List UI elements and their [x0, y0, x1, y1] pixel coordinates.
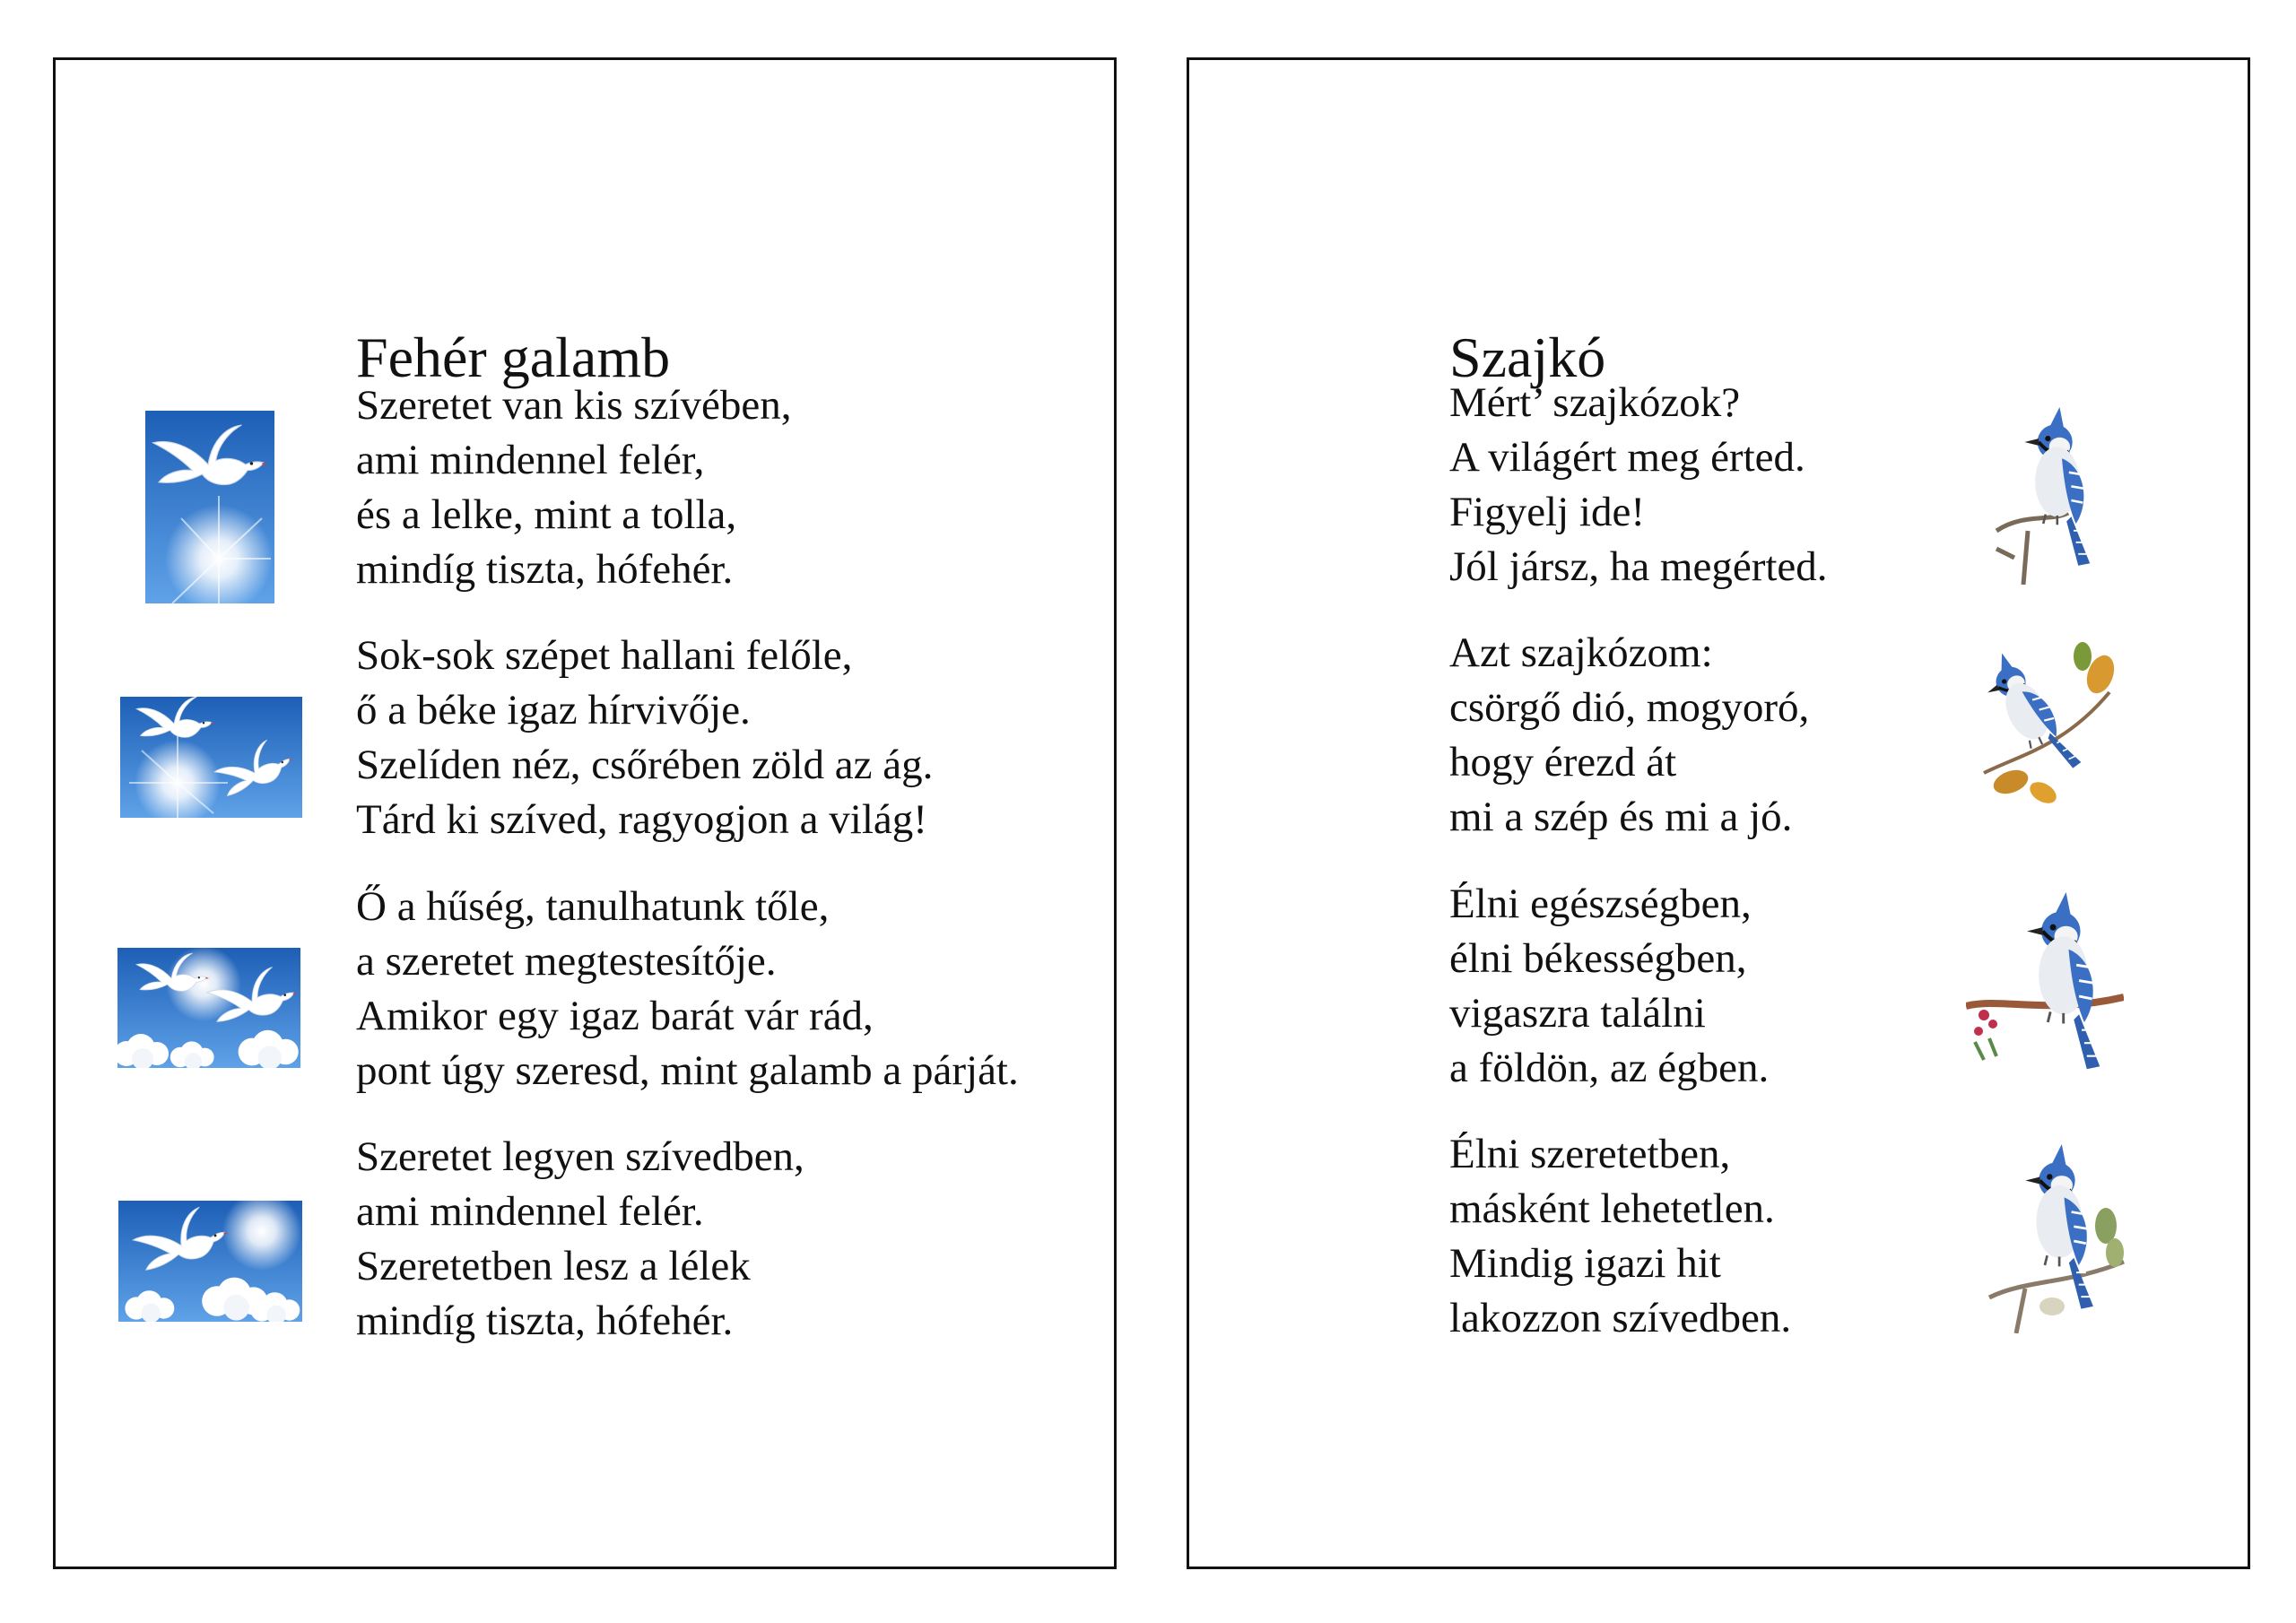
dove-clouds-sun-icon — [118, 1201, 302, 1322]
left-page — [53, 57, 1117, 1569]
poem-line: a szeretet megtestesítője. — [356, 938, 777, 985]
poem-line: pont úgy szeresd, mint galamb a párját. — [356, 1047, 1019, 1094]
poem-line: ami mindennel felér. — [356, 1188, 704, 1235]
poem-line: Szeretet legyen szívedben, — [356, 1133, 804, 1180]
poem-line: A világért meg érted. — [1449, 434, 1805, 481]
poem-line: Élni szeretetben, — [1449, 1131, 1731, 1177]
stanza-3 — [356, 880, 1019, 1098]
stanza-4 — [356, 1130, 804, 1349]
blue-jay-singing-icon — [1987, 378, 2122, 585]
poem-line: Élni egészségben, — [1449, 881, 1752, 927]
poem-line: Ő a hűség, tanulhatunk tőle, — [356, 883, 830, 930]
dove-sun-icon — [145, 411, 274, 603]
poem-line: a földön, az égben. — [1449, 1045, 1770, 1091]
stanza-4 — [1449, 1127, 1791, 1346]
blue-jay-branch-icon — [1971, 1127, 2129, 1333]
poem-line: hogy érezd át — [1449, 739, 1677, 785]
poem-line: Mindig igazi hit — [1449, 1240, 1721, 1287]
blue-jay-berries-icon — [1966, 881, 2124, 1084]
stanza-1 — [356, 378, 792, 597]
poem-line: Azt szajkózom: — [1449, 629, 1713, 676]
poem-line: mi a szép és mi a jó. — [1449, 794, 1793, 840]
poem-line: Szeretetben lesz a lélek — [356, 1243, 751, 1289]
poem-line: Amikor egy igaz barát vár rád, — [356, 993, 874, 1039]
poem-line: és a lelke, mint a tolla, — [356, 491, 737, 538]
stanza-2 — [1449, 626, 1809, 845]
stanza-2 — [356, 629, 933, 847]
right-page — [1187, 57, 2250, 1569]
poem-line: Szelíden néz, csőrében zöld az ág. — [356, 742, 934, 788]
stanza-3 — [1449, 877, 1769, 1096]
poem-line: csörgő dió, mogyoró, — [1449, 684, 1810, 731]
poem-title: Fehér galamb — [356, 325, 671, 389]
poem-line: lakozzon szívedben. — [1449, 1295, 1792, 1341]
poem-line: ami mindennel felér, — [356, 437, 705, 483]
poem-line: vigaszra találni — [1449, 990, 1706, 1037]
blue-jay-autumn-leaves-icon — [1966, 638, 2124, 805]
poem-title: Szajkó — [1449, 325, 1606, 389]
poem-line: Szeretet van kis szívében, — [356, 382, 792, 429]
poem-line: mindíg tiszta, hófehér. — [356, 1298, 734, 1344]
poem-line: ő a béke igaz hírvivője. — [356, 687, 751, 733]
poem-line: élni békességben, — [1449, 935, 1747, 982]
poem-line: Sok-sok szépet hallani felőle, — [356, 632, 853, 679]
poem-line: mindíg tiszta, hófehér. — [356, 546, 734, 593]
two-doves-sun-icon — [120, 697, 302, 818]
poem-line: Tárd ki szíved, ragyogjon a világ! — [356, 796, 927, 843]
poem-line: Jól jársz, ha megérted. — [1449, 543, 1828, 590]
two-doves-clouds-icon — [117, 948, 300, 1068]
poem-line: Mért’ szajkózok? — [1449, 379, 1741, 426]
poem-line: Figyelj ide! — [1449, 489, 1645, 535]
poem-line: másként lehetetlen. — [1449, 1185, 1775, 1232]
stanza-1 — [1449, 376, 1828, 595]
